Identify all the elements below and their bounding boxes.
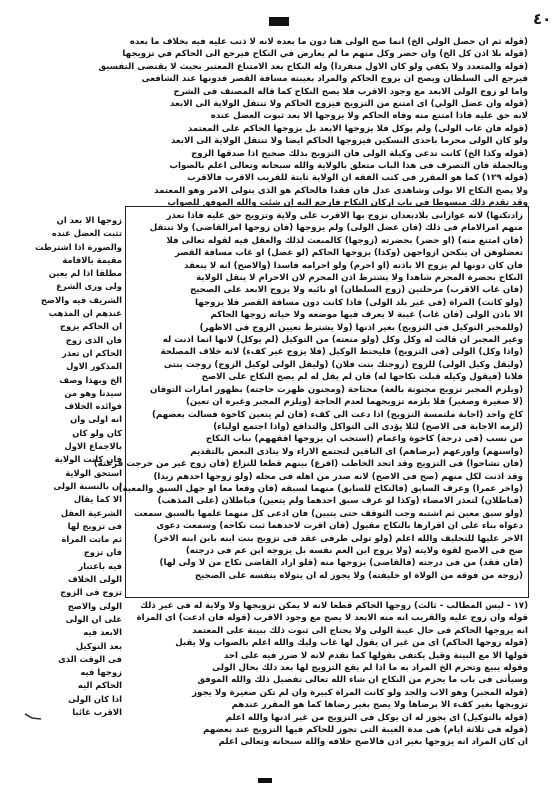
margin-note-line: مقيمة بالاقامة xyxy=(62,254,122,265)
footnote-line: قولها الا مع البينة وقيل يكتفى بقولها كما تقدم لانه لا ضرر فيه على احد xyxy=(223,650,528,661)
main-text-line: (وليقل وكيل الولى) للزوج (زوجتك بنت فلان) (وليقل الولى لوكيل الزوج) زوجت بنتى xyxy=(163,359,523,370)
margin-note-line: تثبت العضل عنده xyxy=(51,228,122,239)
margin-note-line: فان كانت الولاية xyxy=(54,454,122,465)
margin-note-line: اذا كان الولى xyxy=(68,693,122,704)
main-text-line: (واذا وكل) الولى (فى التزويج) فليحتط الوكيل (فلا يزوج غير كفء) لانه خلاف المصلحة xyxy=(160,347,523,358)
margin-note-line: الشرعية العقل xyxy=(60,507,122,518)
footnote-line: تزويجها بغير كفء الا برضاها ولا يصح بغير رضاها كما هو المقرر عندهم xyxy=(231,700,528,711)
main-text-line: دعواه بناء على ان اقرارها بالنكاح مقبول (فان اقرت لاحدهما ثبت نكاحه) وسمعت دعوى xyxy=(156,521,523,532)
main-text-line: الاخر عليها للتحليف والله اعلم (ولو تولى طرفى عقد فى تزويج بنت ابنه بابن ابنه الاخر) xyxy=(153,533,523,544)
margin-note-line: الولى الخلاف xyxy=(68,574,122,585)
main-text-line: تعضلوهن ان ينكحن ازواجهن (وكذا) يزوجها الحاكم (لو عضل) او غاب مسافة القصر xyxy=(174,248,523,259)
margin-note-line: فى تزويج لها xyxy=(67,520,122,531)
main-text-line: (ولو كانت) المراة (فى غير بلد الولى) فاذا كانت دون مسافة القصر فلا يزوجها xyxy=(195,297,523,308)
footnote-line: (قوله فى ثلاثة ايام) هى مدة الغيبة التى تجوز للحاكم فيها التزويج عند بعضهم xyxy=(203,725,528,736)
header-tab-mark xyxy=(269,17,289,26)
page-number: ٤٠ xyxy=(533,10,552,28)
main-text-line: (فان غاب الاقرب) مرحلتين (زوج السلطان) او نائبه ولا يزوج الابعد على الصحيح xyxy=(190,285,523,296)
main-text-line: (فان فقد) من فى درجته (فالقاضى) يزوجها منه (فلو اراد القاضى نكاح من لا ولى لها) xyxy=(159,558,523,569)
margin-note-line: مطلقا اذا لم يعين xyxy=(48,268,122,279)
margin-note-line: الخ وبهذا وصف xyxy=(59,374,122,385)
margin-note-line: فيه باعتبار xyxy=(78,560,122,571)
commentary-line: فيرجع الى السلطان ويصح ان يزوج الحاكم والمراد بغيبته مسافة القصر فدونها عند الشافعى xyxy=(141,74,528,85)
main-text-line: فلانا (فيقول وكيله قبلت نكاحها له) فان لم يقل له لم يصح النكاح على الاصح xyxy=(201,372,523,383)
side-margin-column xyxy=(34,214,122,717)
margin-note-line: ثم ماتت المراة xyxy=(61,534,122,545)
commentary-line: (قوله والمتعدد ولا يكفي ولو كان الاول منفردا) وله النكاح بعد الامتناع المعتبر بحيث لا يقتضى التفسيق xyxy=(98,61,528,72)
main-text-line: (لزمه الاجابة فى الاصح) لئلا يؤدى الى التواكل والتدافع (واذا اجتمع اولياء) xyxy=(213,421,523,432)
main-text-line: من نسب (فى درجة) كاخوة واعمام (استحب ان يزوجها افقههم) بباب النكاح xyxy=(205,434,523,445)
margin-note-line: انه اولى وان xyxy=(70,414,122,425)
margin-note-line: بالاجماع الاول xyxy=(64,441,122,452)
commentary-line: (قوله ثم ان حصل الولي الخ) انما صح الولى هنا دون ما بعده لانه لا ذنب عليه فيه بخلاف ما بعده xyxy=(129,37,528,47)
commentary-line: (قوله وكذا الخ) كانت تدعى وكيلة الولى فان التزويج بذلك صحيح اذا صدقها الزوج xyxy=(191,148,528,159)
margin-note-line: الاقرب غائبا xyxy=(72,706,122,717)
main-text-line: النكاح بحضرة المحرم شاهدا ولا يشترط اذن المحرم لان الاحرام لا ينقل الولاية xyxy=(196,273,523,284)
margin-note-line: ان الحاكم يزوج xyxy=(59,321,122,332)
commentary-line: واما لو زوج الولى الابعد مع وجود الاقرب فلا يصح النكاح كما قاله المصنف فى الشرح xyxy=(173,86,528,97)
margin-note-line: الشريف فيه والاصح xyxy=(40,294,122,305)
margin-note-line: عندهم ان المذهب xyxy=(48,308,122,319)
footnote-line: قوله وان زوج عليه والقريب انه منه الابعد لا يصح مع وجود الاقرب (قوله فان ادعت) اى المراة xyxy=(136,613,528,624)
footnote-line: ان كان المراد انه يزوجها بغير اذن فالاصح خلافه والله سبحانه وتعالى اعلم xyxy=(218,737,528,748)
footer-tab-mark xyxy=(258,778,272,783)
commentary-line: (قوله وان عضل الولي) اى امتنع من التزويج فيزوج الحاكم ولا تنتقل الولاية الى الابعد xyxy=(170,99,528,110)
main-text-line: وقد اذنت لكل منهم (صح فى الاصح) لانه صدر من اهله فى محله (ولو زوجها احدهم زيدا) xyxy=(153,471,523,482)
margin-note-line: المذكور الاول xyxy=(66,361,122,372)
margin-note-line: فان الذى زوج xyxy=(65,334,122,345)
margin-note-line: فى الوقت الذى xyxy=(58,653,122,664)
margin-note-line: استحق الولاية xyxy=(65,467,122,478)
commentary-line: ولو كان الولى محرما باحدى النسكين فيزوجها الحاكم ايضا ولا تنتقل الولاية الى الابعد xyxy=(170,136,528,147)
margin-note-line: فان تزوج xyxy=(83,547,122,558)
main-text-line: (ويلزم المجبر تزويج مجنونة بالغة) محتاجة (ومجنون ظهرت حاجته) بظهور امارات التوقان xyxy=(150,384,523,395)
margin-note-line: على ان الولى xyxy=(65,613,122,624)
margin-note-line: سيدنا وهو من xyxy=(64,387,122,398)
margin-note-line: الحاكم ان تعذر xyxy=(61,347,122,358)
margin-note-line: الحاكم اليه xyxy=(77,680,122,691)
top-commentary-block xyxy=(62,36,528,208)
main-text-line: (فباطلان) لتعذر الامضاء (وكذا لو عرف سبق احدهما ولم يتعين) فباطلان (على المذهب) xyxy=(157,496,523,507)
main-text-line: الا باذن الولى (فان غاب) غيبة لا يعرف فيها موضعه ولا حياته زوجها الحاكم xyxy=(210,310,523,321)
margin-note-line: زوجها فيه xyxy=(80,667,122,678)
footnote-line: وسيأتى فى باب ما يحرم من النكاح ان شاء الله تعالى تفصيل ذلك والله الموفق xyxy=(197,675,528,686)
footnote-line: (قوله المجبر) وهو الاب والجد ولو كانت المراة كبيرة وان لم تكن صغيرة ولا يجوز xyxy=(192,687,528,698)
margin-note-line: كان ولو كان xyxy=(72,427,122,438)
margin-note-line: الابعد فيه xyxy=(83,627,122,638)
commentary-line: لانه حق عليه فاذا امتنع منه وفاه الحاكم ولا يزوجها الا بعد ثبوت العضل عنده xyxy=(210,111,528,122)
margin-note-line: تزوج فى الزوج xyxy=(60,587,122,598)
margin-note-line: الا كما يقال xyxy=(73,494,122,505)
main-text-line: وغير المجبر ان قالت له وكل وكل (ولو منعته) من التوكيل (لم يوكل) لانها انما اذنت له xyxy=(162,335,523,346)
margin-note-line: الولى والاصح xyxy=(67,600,122,611)
commentary-line: وقد تقدم ذلك مبسوطا فى باب اركان النكاح فارجع اليه ان شئت والله الموفق للصواب xyxy=(167,198,528,209)
footnote-line: (قوله بالتوكيل) اى يجوز له ان يوكل فى التزويج من غير اذنها والله اعلم xyxy=(225,712,528,723)
margin-note-line: ولى ورى الشرع xyxy=(56,281,122,292)
footnote-line: (قوله زوجها الحاكم) اى من غير ان يقول لها غاب وليك والله اعلم بالصواب ولا يقبل xyxy=(175,638,528,649)
footnote-line: انه يزوجها الحاكم فى حال غيبة الولى ولا يحتاج الى ثبوت ذلك ببينة على المعتمد xyxy=(192,625,528,636)
main-text-line: (ولو سبق معين ثم اشتبه وجب التوقف حتى يتبين) فان ادعى كل منهما علمها بالسبق سمعت xyxy=(134,508,523,519)
main-text-line: فان كان دونها لم يزوج الا باذنه (او احرم) ولو احرامه فاسدا (والاصح) انه لا ينعقد xyxy=(184,260,523,271)
main-text-line: (وللمجبر التوكيل فى التزويج) بغير اذنها (ولا يشترط تعيين الزوج فى الاظهر) xyxy=(199,322,523,333)
commentary-line: (قوله فان غاب الولى) ولم يوكل فلا يزوجها الابعد بل يزوجها الحاكم على المعتمد xyxy=(187,123,528,134)
commentary-line: ولا يصح النكاح الا بولى وشاهدى عدل فان فقدا فالحاكم هو الذى يتولى الامر وهو المعتمد xyxy=(154,185,528,196)
main-text-line: منهم امرالامام فى ذلك (فان عضل الولى) ولم يزوجها (فان زوجها امرالقاضى) ولا تنتقل xyxy=(149,223,523,234)
commentary-line: (قوله ١٢٩) كما هو المقرر فى كتب الفقه ان الولاية ثابتة للقريب الاقرب فالاقرب xyxy=(187,173,528,184)
main-text-line: (فان تشاحوا) فى التزويج وقد اتحد الخاطب (اقرع) بينهم قطعا للنزاع (فان زوج غير من خرجت قرعته) xyxy=(93,459,523,470)
main-text-line: (لا صغيرة وصغير) فلا يلزمه تزويجهما لعدم الحاجة (ويلزم المجبر وغيره ان تعين) xyxy=(186,397,523,408)
margin-note-line: ان بالنسبة الولى xyxy=(53,480,122,491)
footnote-line: وقوله يبيع وتحرم الخ المراد به ما اذا لم يقع التزويج لها بعد ذلك بحال الولى xyxy=(212,663,528,674)
margin-scribble-mark xyxy=(24,712,42,720)
footnote-line: (١٧ - ليس المطالب - ثالث) زوجها الحاكم قطعا لانه لا يمكن تزويجها ولا ولاية له فى غير ذلك xyxy=(140,601,528,611)
main-text-line: (واسنهم) واورعهم (برضاهم) اى الباقين لتجتمع الاراء ولا يتاذى البعض بالتقديم xyxy=(190,446,523,457)
margin-note-line: والصورة اذا اشترطت xyxy=(35,241,122,252)
margin-note-line: فوائده الخلاف xyxy=(64,401,122,412)
main-text-line: كاخ واحد (اجابة ملتمسة التزويج) اذا دعت الى كفء (فان لم يتعين كاخوة فسالت بعضهم) xyxy=(151,409,523,420)
commentary-line: (قوله بلا اذن كل الخ) وان حضر وكل منهم ما لم يعارض في النكاح فيرجع الى الحاكم في تزويجها xyxy=(122,49,528,60)
footnotes-block xyxy=(40,600,528,750)
main-text-line: (فان امتنع منه) (او حضر) بحضرته (زوجها) كالمبعث لذلك والعقل فيه لقوله تعالى فلا xyxy=(166,235,523,246)
margin-note-line: بعد التوكيل xyxy=(75,640,122,651)
main-text-line: صح فى الاصح لقوة ولايته (ولا يزوج ابن العم نفسه بل يزوجه ابن عم فى درجته) xyxy=(185,545,523,556)
margin-note-line: زوجها الا بعد ان xyxy=(56,215,122,225)
commentary-line: وبالجملة فان التصرف فى هذا الباب متعلق بالولاية والله سبحانه وتعالى اعلم بالصواب xyxy=(169,161,528,172)
main-text-line: (واخر عمرا) وعرف السابق (فالنكاح للسابق) منهما لسبقه (فان وقعا معا او جهل السبق والمعية) xyxy=(118,483,523,494)
main-text-line: زادتكتها) لانه عوازانى بلادبعدان نزوج بها الاقرب على ولاية وتزويج حق عليه فاذا تعذر xyxy=(166,211,523,221)
main-text-line: (زوجه من فوقه من الولاة او خليفته) ولا يجوز له ان يتولاه بنفسه على الصحيح xyxy=(194,570,523,581)
